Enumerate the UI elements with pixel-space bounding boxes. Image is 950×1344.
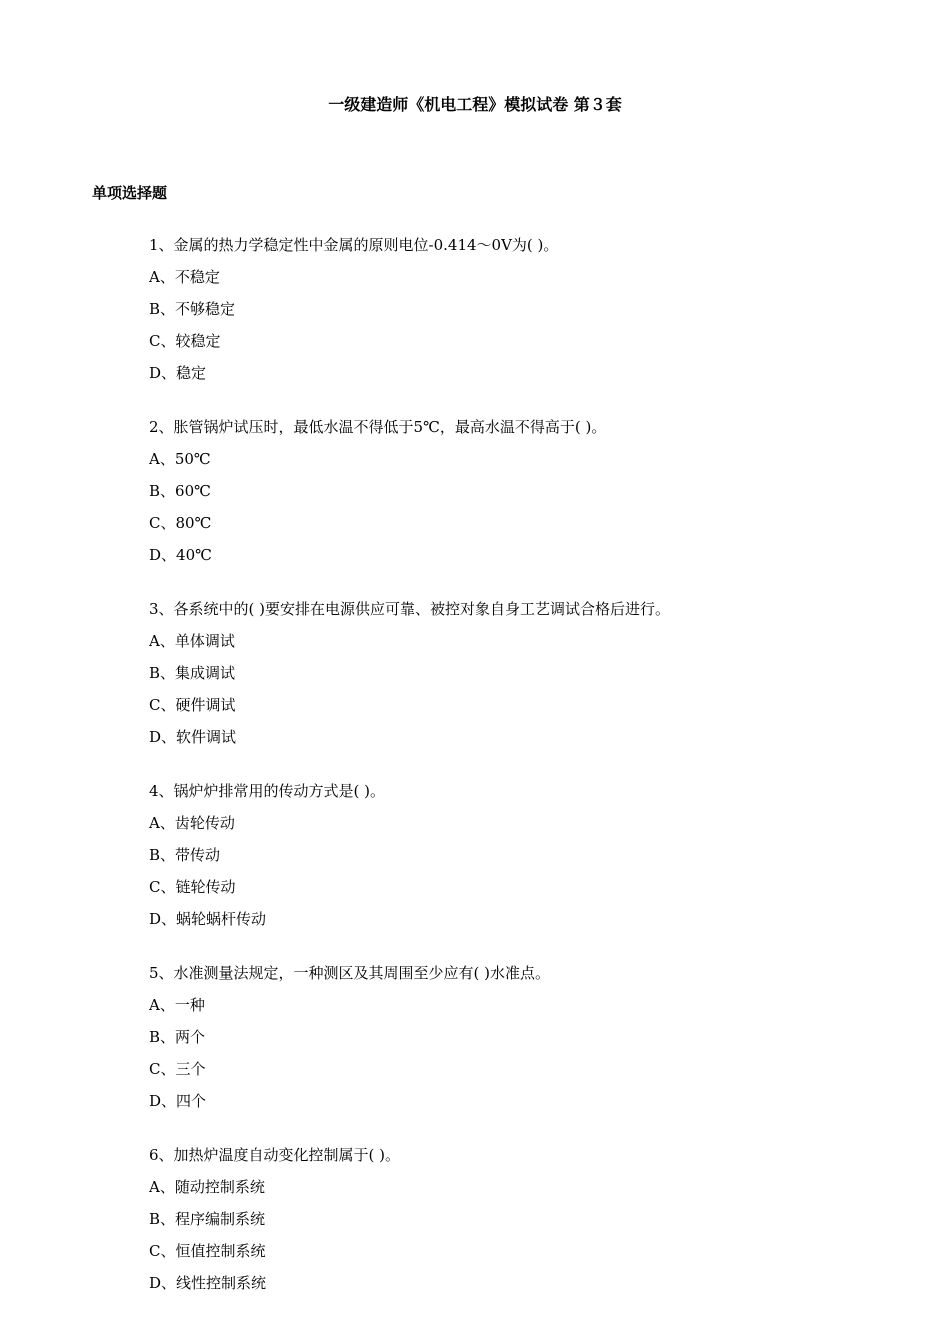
option-a: A、单体调试 [149, 632, 235, 650]
option-a: A、不稳定 [149, 268, 220, 286]
question-text: 5、水准测量法规定，一种测区及其周围至少应有( )水准点。 [149, 964, 551, 982]
question-5 [149, 962, 909, 1122]
question-3 [149, 598, 909, 758]
document-title: 一级建造师《机电工程》模拟试卷 第３套 [328, 95, 622, 114]
option-d: D、软件调试 [149, 728, 237, 746]
option-c: C、恒值控制系统 [149, 1242, 266, 1260]
question-text: 4、锅炉炉排常用的传动方式是( )。 [149, 782, 386, 800]
question-4 [149, 780, 909, 940]
option-c: C、链轮传动 [149, 878, 236, 896]
option-c: C、三个 [149, 1060, 206, 1078]
option-b: B、60℃ [149, 482, 211, 500]
option-b: B、程序编制系统 [149, 1210, 266, 1228]
option-c: C、80℃ [149, 514, 212, 532]
option-d: D、线性控制系统 [149, 1274, 267, 1292]
question-text: 2、胀管锅炉试压时，最低水温不得低于5℃，最高水温不得高于( )。 [149, 418, 607, 436]
option-a: A、随动控制系统 [149, 1178, 265, 1196]
option-c: C、硬件调试 [149, 696, 236, 714]
option-d: D、蜗轮蜗杆传动 [149, 910, 267, 928]
option-b: B、带传动 [149, 846, 221, 864]
option-b: B、集成调试 [149, 664, 236, 682]
question-text: 3、各系统中的( )要安排在电源供应可靠、被控对象自身工艺调试合格后进行。 [149, 600, 671, 618]
option-d: D、四个 [149, 1092, 207, 1110]
question-1 [149, 234, 909, 394]
section-heading: 单项选择题 [92, 184, 168, 202]
option-a: A、齿轮传动 [149, 814, 235, 832]
option-a: A、50℃ [149, 450, 211, 468]
question-list [149, 234, 909, 1326]
option-d: D、40℃ [149, 546, 212, 564]
option-a: A、一种 [149, 996, 205, 1014]
option-b: B、两个 [149, 1028, 206, 1046]
option-c: C、较稳定 [149, 332, 221, 350]
question-6 [149, 1144, 909, 1304]
question-text: 6、加热炉温度自动变化控制属于( )。 [149, 1146, 401, 1164]
option-d: D、稳定 [149, 364, 207, 382]
question-2 [149, 416, 909, 576]
option-b: B、不够稳定 [149, 300, 236, 318]
question-text: 1、金属的热力学稳定性中金属的原则电位-0.414～0V为( )。 [149, 236, 559, 254]
